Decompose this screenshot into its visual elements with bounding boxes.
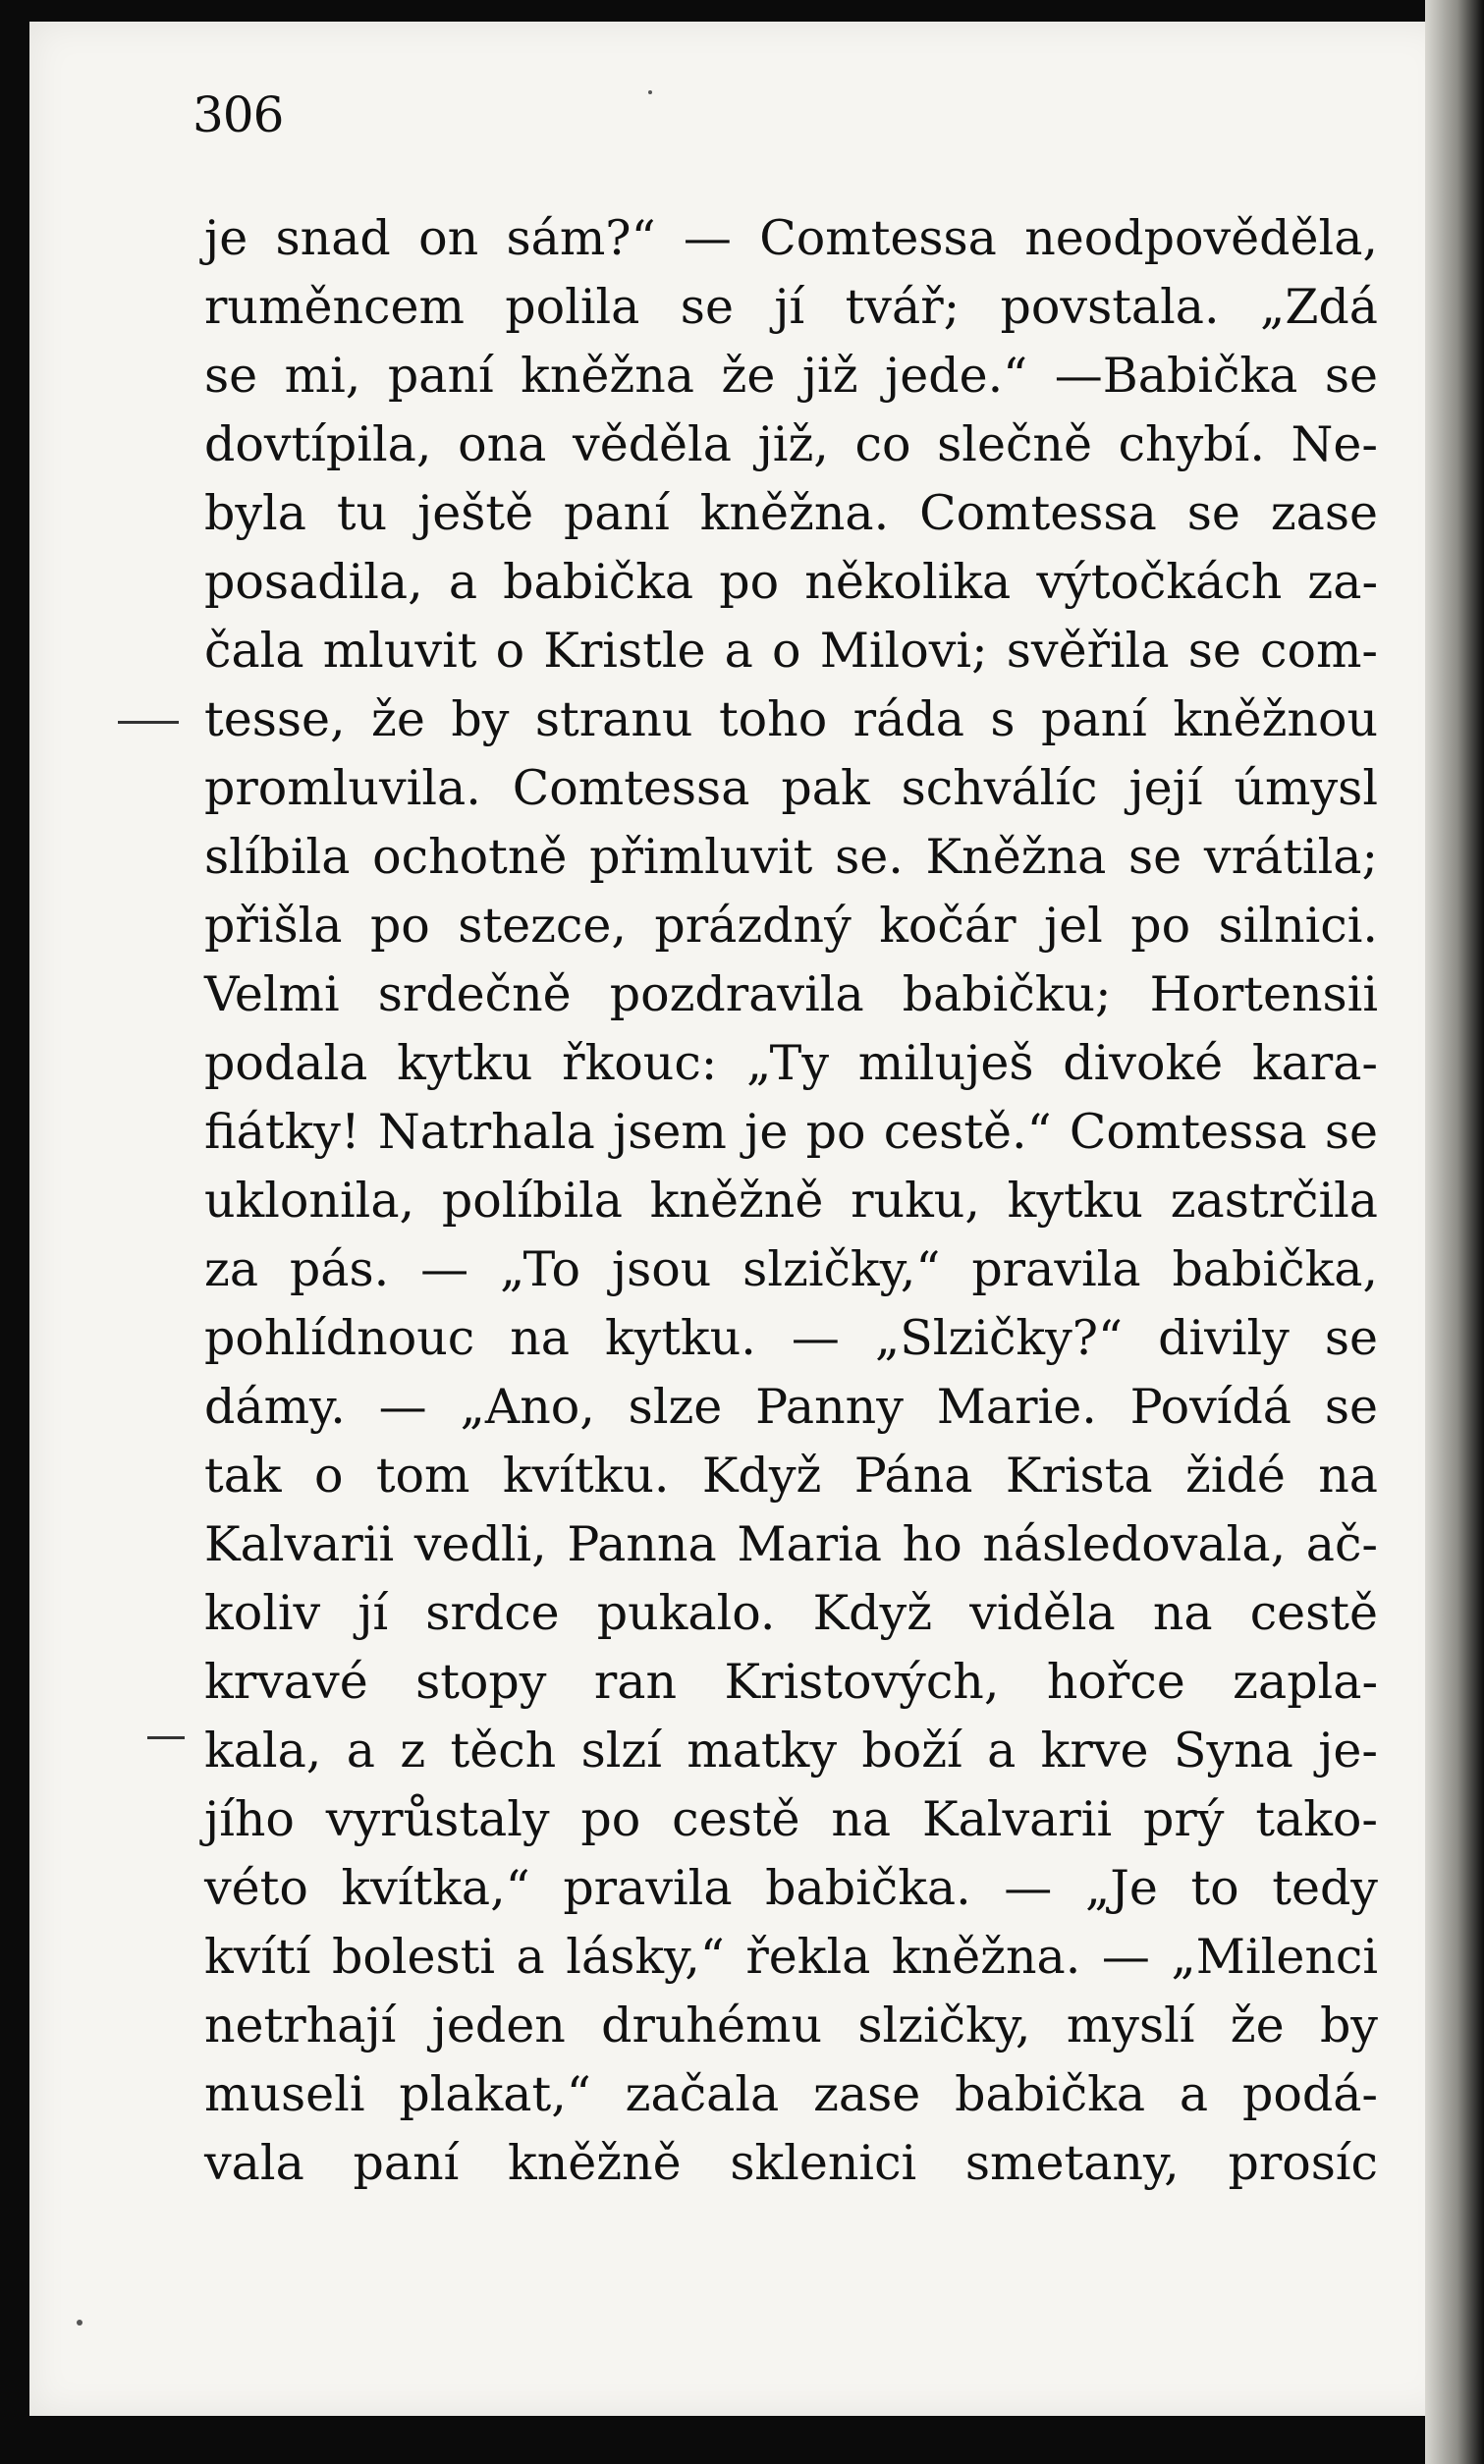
text-line: promluvila. Comtessa pak schválíc její úmysl	[204, 760, 1378, 816]
text-line: přišla po stezce, prázdný kočár jel po silnici.	[204, 898, 1378, 954]
body-text	[204, 204, 1378, 2198]
text-line: tesse, že by stranu toho ráda s paní kněžnou	[204, 691, 1378, 747]
text-line: pohlídnouc na kytku. — „Slzičky?“ divily se	[204, 1310, 1378, 1366]
text-line: véto kvítka,“ pravila babička. — „Je to tedy	[204, 1860, 1378, 1916]
text-line: slíbila ochotně přimluvit se. Kněžna se vrátila;	[204, 829, 1378, 885]
text-line: koliv jí srdce pukalo. Když viděla na cestě	[204, 1585, 1378, 1641]
text-line: čala mluvit o Kristle a o Milovi; svěřila se com-	[204, 623, 1378, 679]
text-line: dámy. — „Ano, slze Panny Marie. Povídá se	[204, 1379, 1378, 1435]
text-line: kala, a z těch slzí matky boží a krve Syna je-	[204, 1723, 1378, 1779]
text-line: Velmi srdečně pozdravila babičku; Hortensii	[204, 966, 1378, 1022]
text-line: Kalvarii vedli, Panna Maria ho následovala, ač-	[204, 1516, 1378, 1572]
margin-mark	[118, 721, 179, 724]
page-number: 306	[192, 86, 284, 143]
text-line: ruměncem polila se jí tvář; povstala. „Zdá	[204, 279, 1378, 335]
text-line: fiátky! Natrhala jsem je po cestě.“ Comtessa se	[204, 1104, 1378, 1160]
text-line: byla tu ještě paní kněžna. Comtessa se zase	[204, 485, 1378, 541]
margin-mark	[147, 1736, 185, 1739]
text-line: se mi, paní kněžna že již jede.“ —Babička se	[204, 348, 1378, 404]
paper-speck	[77, 2320, 82, 2326]
page-edge-shadow	[1425, 0, 1484, 2464]
text-line: podala kytku řkouc: „Ty miluješ divoké kara-	[204, 1035, 1378, 1091]
text-line: za pás. — „To jsou slzičky,“ pravila babička,	[204, 1241, 1378, 1297]
text-line: museli plakat,“ začala zase babička a podá-	[204, 2066, 1378, 2122]
text-line: je snad on sám?“ — Comtessa neodpověděla,	[204, 210, 1378, 266]
text-line: posadila, a babička po několika výtočkách za-	[204, 554, 1378, 610]
paper-speck	[648, 90, 652, 94]
text-line: jího vyrůstaly po cestě na Kalvarii prý tako-	[204, 1791, 1378, 1847]
text-line: tak o tom kvítku. Když Pána Krista židé na	[204, 1448, 1378, 1504]
text-line: netrhají jeden druhému slzičky, myslí že by	[204, 1998, 1378, 2053]
text-line: uklonila, políbila kněžně ruku, kytku zastrčila	[204, 1173, 1378, 1229]
text-line: kvítí bolesti a lásky,“ řekla kněžna. — „Milenci	[204, 1929, 1378, 1985]
text-line: vala paní kněžně sklenici smetany, prosíc	[204, 2135, 1378, 2191]
text-line: krvavé stopy ran Kristových, hořce zapla-	[204, 1654, 1378, 1710]
text-line: dovtípila, ona věděla již, co slečně chybí. Ne-	[204, 416, 1378, 472]
